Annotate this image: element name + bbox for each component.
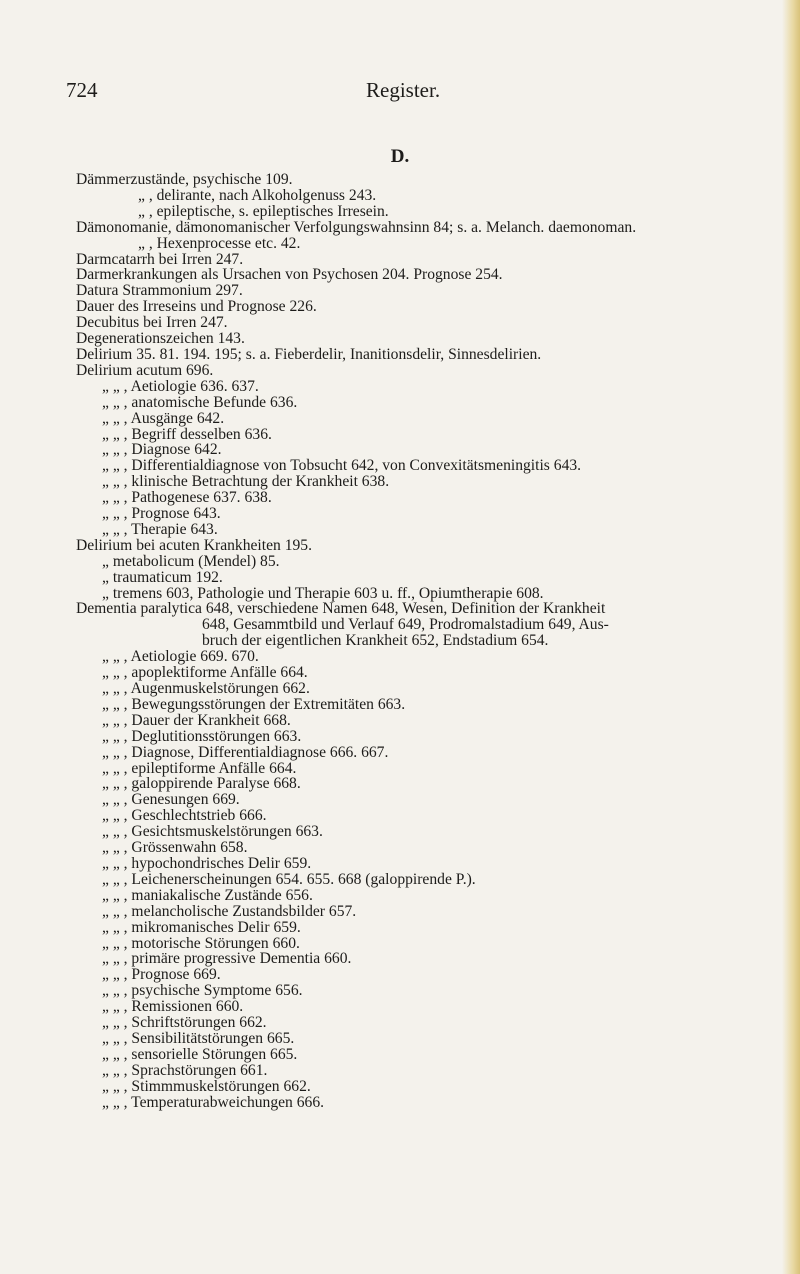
page-number: 724 bbox=[66, 78, 98, 102]
index-entry: „ metabolicum (Mendel) 85. bbox=[102, 552, 280, 570]
index-entry: „ „ , Grössenwahn 658. bbox=[102, 839, 248, 857]
index-entry: „ „ , Dauer der Krankheit 668. bbox=[102, 711, 291, 729]
index-entry: Decubitus bei Irren 247. bbox=[76, 314, 228, 332]
index-entry: „ tremens 603, Pathologie und Therapie 603 u. ff., Opiumtherapie 608. bbox=[102, 584, 544, 602]
index-entry: „ traumaticum 192. bbox=[102, 568, 223, 586]
index-entry: „ „ , hypochondrisches Delir 659. bbox=[102, 854, 312, 872]
index-entry: „ „ , melancholische Zustandsbilder 657. bbox=[102, 902, 357, 920]
index-entry: Delirium 35. 81. 194. 195; s. a. Fieberdelir, Inanitionsdelir, Sinnesdelirien. bbox=[76, 345, 542, 363]
index-entry: „ „ , Deglutitionsstörungen 663. bbox=[102, 727, 302, 745]
index-entry: „ „ , Aetiologie 636. 637. bbox=[102, 377, 259, 395]
index-entries bbox=[76, 172, 796, 1110]
index-entry: Dämmerzustände, psychische 109. bbox=[76, 171, 293, 188]
running-title: Register. bbox=[366, 78, 441, 102]
index-entry-continuation: bruch der eigentlichen Krankheit 652, Endstadium 654. bbox=[202, 632, 549, 650]
index-entry: Darmcatarrh bei Irren 247. bbox=[76, 250, 244, 268]
index-entry: „ „ , primäre progressive Dementia 660. bbox=[102, 950, 352, 968]
index-entry: „ , epileptische, s. epileptisches Irresein. bbox=[138, 202, 389, 220]
index-entry: „ „ , Sensibilitätstörungen 665. bbox=[102, 1029, 295, 1047]
index-entry: Delirium acutum 696. bbox=[76, 361, 214, 379]
index-entry: „ „ , Bewegungsstörungen der Extremitäten 663. bbox=[102, 695, 406, 713]
index-entry: „ „ , apoplektiforme Anfälle 664. bbox=[102, 664, 308, 682]
index-entry: „ „ , Diagnose, Differentialdiagnose 666. 667. bbox=[102, 743, 389, 761]
index-entry: Delirium bei acuten Krankheiten 195. bbox=[76, 536, 312, 554]
index-entry: „ „ , Begriff desselben 636. bbox=[102, 425, 272, 443]
index-entry: „ „ , Differentialdiagnose von Tobsucht 642, von Convexitätsmeningitis 643. bbox=[102, 457, 582, 475]
index-entry: „ „ , maniakalische Zustände 656. bbox=[102, 886, 313, 904]
index-entry: Dämonomanie, dämonomanischer Verfolgungswahnsinn 84; s. a. Melanch. daemonoman. bbox=[76, 218, 637, 236]
index-entry: „ „ , mikromanisches Delir 659. bbox=[102, 918, 301, 936]
index-entry: „ „ , Augenmuskelstörungen 662. bbox=[102, 680, 310, 697]
index-entry: „ „ , Gesichtsmuskelstörungen 663. bbox=[102, 823, 323, 841]
index-entry: „ „ , Geschlechtstrieb 666. bbox=[102, 807, 267, 825]
index-entry: „ „ , Diagnose 642. bbox=[102, 441, 222, 459]
page-header bbox=[66, 78, 766, 102]
index-entry: „ „ , Leichenerscheinungen 654. 655. 668 (galoppirende P.). bbox=[102, 870, 476, 888]
index-entry: „ „ , sensorielle Störungen 665. bbox=[102, 1045, 298, 1063]
index-entry: „ „ , Stimmmuskelstörungen 662. bbox=[102, 1077, 311, 1095]
index-entry: „ „ , Therapie 643. bbox=[102, 520, 218, 538]
index-entry: „ „ , Sprachstörungen 661. bbox=[102, 1061, 268, 1079]
index-entry: „ „ , Prognose 669. bbox=[102, 966, 221, 984]
index-entry: „ „ , Remissionen 660. bbox=[102, 998, 244, 1016]
index-entry: „ „ , Ausgänge 642. bbox=[102, 409, 225, 427]
index-entry: Darmerkrankungen als Ursachen von Psychosen 204. Prognose 254. bbox=[76, 266, 503, 284]
index-entry: „ „ , psychische Symptome 656. bbox=[102, 982, 303, 1000]
index-entry: „ „ , Prognose 643. bbox=[102, 505, 221, 523]
index-entry: Dementia paralytica 648, verschiedene Namen 648, Wesen, Definition der Krankheit bbox=[76, 600, 606, 618]
index-entry: „ , delirante, nach Alkoholgenuss 243. bbox=[138, 186, 377, 204]
index-entry: „ „ , klinische Betrachtung der Krankheit 638. bbox=[102, 473, 390, 491]
index-entry: „ „ , Pathogenese 637. 638. bbox=[102, 489, 272, 507]
index-entry: „ „ , galoppirende Paralyse 668. bbox=[102, 775, 301, 793]
index-entry: „ „ , Temperaturabweichungen 666. bbox=[102, 1093, 325, 1111]
index-entry: Degenerationszeichen 143. bbox=[76, 330, 245, 348]
index-entry: „ „ , motorische Störungen 660. bbox=[102, 934, 300, 952]
index-entry: „ , Hexenprocesse etc. 42. bbox=[138, 234, 301, 252]
index-entry: Dauer des Irreseins und Prognose 226. bbox=[76, 298, 317, 316]
index-entry: „ „ , Aetiologie 669. 670. bbox=[102, 648, 259, 666]
index-entry: Datura Strammonium 297. bbox=[76, 282, 243, 300]
index-entry: „ „ , Schriftstörungen 662. bbox=[102, 1014, 267, 1032]
section-letter: D. bbox=[390, 146, 410, 167]
index-entry: „ „ , Genesungen 669. bbox=[102, 791, 240, 809]
index-entry-continuation: 648, Gesammtbild und Verlauf 649, Prodromalstadium 649, Aus- bbox=[202, 616, 609, 634]
index-entry: „ „ , anatomische Befunde 636. bbox=[102, 393, 298, 411]
index-entry: „ „ , epileptiforme Anfälle 664. bbox=[102, 759, 297, 777]
